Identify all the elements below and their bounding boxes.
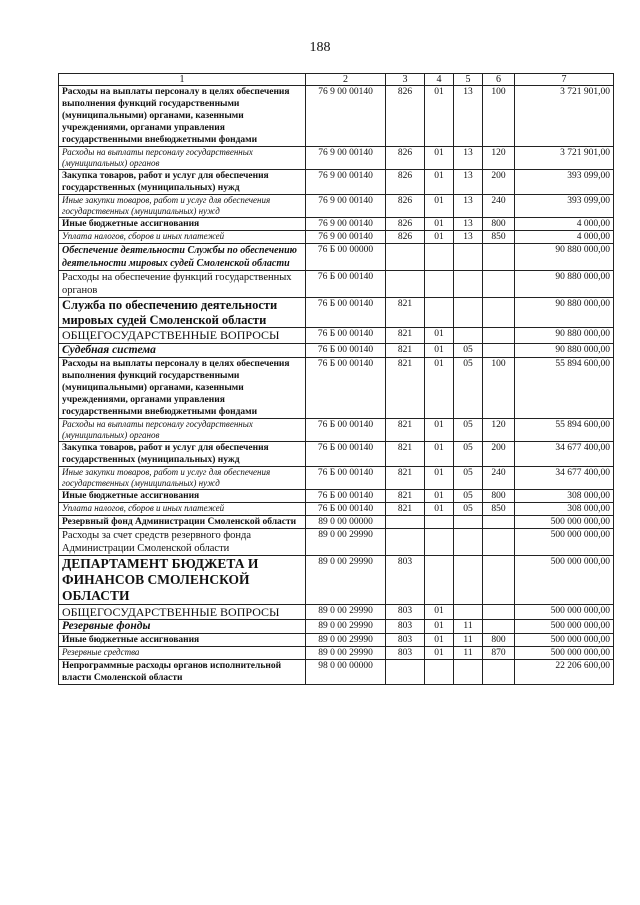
table-row bbox=[59, 147, 614, 170]
row-pr: 05 bbox=[454, 489, 483, 502]
row-amount: 500 000 000,00 bbox=[515, 515, 614, 528]
row-rz bbox=[425, 271, 454, 298]
row-rz bbox=[425, 298, 454, 328]
row-rz bbox=[425, 515, 454, 528]
row-ved: 826 bbox=[386, 195, 425, 218]
row-vr: 120 bbox=[483, 418, 515, 441]
table-row bbox=[59, 660, 614, 685]
table-row bbox=[59, 244, 614, 271]
header-vr: 6 bbox=[483, 74, 515, 86]
row-rz: 01 bbox=[425, 357, 454, 418]
table-row bbox=[59, 528, 614, 555]
row-code: 89 0 00 29990 bbox=[306, 620, 386, 634]
row-rz: 01 bbox=[425, 328, 454, 344]
row-ved: 803 bbox=[386, 647, 425, 660]
row-vr: 100 bbox=[483, 86, 515, 147]
table-body bbox=[59, 86, 614, 685]
row-rz bbox=[425, 244, 454, 271]
row-ved bbox=[386, 244, 425, 271]
row-ved: 803 bbox=[386, 620, 425, 634]
row-name: Непрограммные расходы органов исполнительной власти Смоленской области bbox=[59, 660, 306, 685]
table-row bbox=[59, 271, 614, 298]
row-rz: 01 bbox=[425, 231, 454, 244]
table-row bbox=[59, 489, 614, 502]
row-vr bbox=[483, 328, 515, 344]
row-rz bbox=[425, 528, 454, 555]
row-name: Обеспечение деятельности Службы по обеспечению деятельности мировых судей Смоленской области bbox=[59, 244, 306, 271]
row-vr bbox=[483, 555, 515, 604]
row-name: Иные закупки товаров, работ и услуг для обеспечения государственных (муниципальных) нужд bbox=[59, 195, 306, 218]
row-ved: 826 bbox=[386, 170, 425, 195]
row-amount: 55 894 600,00 bbox=[515, 418, 614, 441]
row-ved bbox=[386, 515, 425, 528]
row-name: Расходы на обеспечение функций государственных органов bbox=[59, 271, 306, 298]
row-pr: 05 bbox=[454, 418, 483, 441]
row-rz: 01 bbox=[425, 86, 454, 147]
row-ved: 803 bbox=[386, 555, 425, 604]
row-pr bbox=[454, 298, 483, 328]
row-vr: 850 bbox=[483, 502, 515, 515]
row-vr: 200 bbox=[483, 170, 515, 195]
table-row bbox=[59, 620, 614, 634]
row-vr bbox=[483, 244, 515, 271]
row-code: 89 0 00 29990 bbox=[306, 555, 386, 604]
row-name: Иные закупки товаров, работ и услуг для обеспечения государственных (муниципальных) нужд bbox=[59, 466, 306, 489]
row-amount: 90 880 000,00 bbox=[515, 298, 614, 328]
row-rz: 01 bbox=[425, 147, 454, 170]
row-name: Уплата налогов, сборов и иных платежей bbox=[59, 231, 306, 244]
row-code: 76 9 00 00140 bbox=[306, 86, 386, 147]
header-pr: 5 bbox=[454, 74, 483, 86]
row-amount: 500 000 000,00 bbox=[515, 555, 614, 604]
row-rz bbox=[425, 660, 454, 685]
table-row bbox=[59, 298, 614, 328]
table-row bbox=[59, 343, 614, 357]
row-vr: 800 bbox=[483, 634, 515, 647]
row-name: Судебная система bbox=[59, 343, 306, 357]
table-row bbox=[59, 418, 614, 441]
row-amount: 4 000,00 bbox=[515, 231, 614, 244]
row-rz: 01 bbox=[425, 441, 454, 466]
row-amount: 393 099,00 bbox=[515, 170, 614, 195]
row-code: 98 0 00 00000 bbox=[306, 660, 386, 685]
row-amount: 393 099,00 bbox=[515, 195, 614, 218]
table-row bbox=[59, 195, 614, 218]
row-pr: 13 bbox=[454, 218, 483, 231]
row-rz: 01 bbox=[425, 647, 454, 660]
row-rz: 01 bbox=[425, 418, 454, 441]
row-amount: 90 880 000,00 bbox=[515, 328, 614, 344]
row-amount: 34 677 400,00 bbox=[515, 466, 614, 489]
row-amount: 4 000,00 bbox=[515, 218, 614, 231]
page-number: 188 bbox=[309, 40, 331, 55]
row-amount: 500 000 000,00 bbox=[515, 528, 614, 555]
row-vr bbox=[483, 620, 515, 634]
row-vr bbox=[483, 515, 515, 528]
row-pr: 11 bbox=[454, 620, 483, 634]
row-code: 76 9 00 00140 bbox=[306, 170, 386, 195]
row-vr: 240 bbox=[483, 195, 515, 218]
row-ved: 803 bbox=[386, 604, 425, 620]
row-name: Расходы на выплаты персоналу в целях обеспечения выполнения функций государственными (муниципальными) органами, казенными учреждениями, органами управления государственными внебюджетными фондами bbox=[59, 357, 306, 418]
row-vr: 850 bbox=[483, 231, 515, 244]
row-code: 76 Б 00 00140 bbox=[306, 328, 386, 344]
table-row bbox=[59, 555, 614, 604]
row-rz bbox=[425, 555, 454, 604]
row-amount: 500 000 000,00 bbox=[515, 604, 614, 620]
row-code: 76 Б 00 00140 bbox=[306, 298, 386, 328]
table-row bbox=[59, 466, 614, 489]
row-pr: 13 bbox=[454, 147, 483, 170]
row-vr bbox=[483, 271, 515, 298]
row-vr bbox=[483, 298, 515, 328]
row-ved: 821 bbox=[386, 343, 425, 357]
row-code: 76 Б 00 00000 bbox=[306, 244, 386, 271]
row-amount: 90 880 000,00 bbox=[515, 343, 614, 357]
row-ved: 821 bbox=[386, 441, 425, 466]
row-code: 76 9 00 00140 bbox=[306, 218, 386, 231]
row-vr: 100 bbox=[483, 357, 515, 418]
table-row bbox=[59, 502, 614, 515]
row-rz: 01 bbox=[425, 218, 454, 231]
budget-table bbox=[58, 73, 614, 685]
header-name: 1 bbox=[59, 74, 306, 86]
row-rz: 01 bbox=[425, 620, 454, 634]
table-row bbox=[59, 634, 614, 647]
row-pr bbox=[454, 328, 483, 344]
table-row bbox=[59, 357, 614, 418]
row-name: Иные бюджетные ассигнования bbox=[59, 218, 306, 231]
row-amount: 308 000,00 bbox=[515, 489, 614, 502]
table-row bbox=[59, 328, 614, 344]
row-name: Расходы на выплаты персоналу государственных (муниципальных) органов bbox=[59, 147, 306, 170]
row-code: 76 Б 00 00140 bbox=[306, 502, 386, 515]
header-amount: 7 bbox=[515, 74, 614, 86]
table-row bbox=[59, 441, 614, 466]
row-pr: 05 bbox=[454, 343, 483, 357]
row-name: ОБЩЕГОСУДАРСТВЕННЫЕ ВОПРОСЫ bbox=[59, 604, 306, 620]
row-amount: 90 880 000,00 bbox=[515, 244, 614, 271]
header-row bbox=[59, 74, 614, 86]
row-amount: 500 000 000,00 bbox=[515, 647, 614, 660]
row-name: ДЕПАРТАМЕНТ БЮДЖЕТА И ФИНАНСОВ СМОЛЕНСКОЙ ОБЛАСТИ bbox=[59, 555, 306, 604]
row-pr: 05 bbox=[454, 441, 483, 466]
row-rz: 01 bbox=[425, 634, 454, 647]
row-rz: 01 bbox=[425, 502, 454, 515]
row-vr bbox=[483, 604, 515, 620]
row-name: Расходы за счет средств резервного фонда Администрации Смоленской области bbox=[59, 528, 306, 555]
table-row bbox=[59, 647, 614, 660]
row-rz: 01 bbox=[425, 170, 454, 195]
header-code: 2 bbox=[306, 74, 386, 86]
row-vr: 200 bbox=[483, 441, 515, 466]
table-row bbox=[59, 515, 614, 528]
row-ved: 821 bbox=[386, 502, 425, 515]
row-rz: 01 bbox=[425, 604, 454, 620]
row-pr bbox=[454, 528, 483, 555]
row-pr bbox=[454, 271, 483, 298]
row-pr: 05 bbox=[454, 357, 483, 418]
row-ved: 821 bbox=[386, 328, 425, 344]
row-name: Резервный фонд Администрации Смоленской области bbox=[59, 515, 306, 528]
row-pr bbox=[454, 515, 483, 528]
row-pr: 11 bbox=[454, 647, 483, 660]
row-rz: 01 bbox=[425, 195, 454, 218]
row-code: 76 Б 00 00140 bbox=[306, 466, 386, 489]
row-pr: 13 bbox=[454, 86, 483, 147]
row-code: 76 9 00 00140 bbox=[306, 231, 386, 244]
row-code: 76 9 00 00140 bbox=[306, 147, 386, 170]
row-pr: 13 bbox=[454, 195, 483, 218]
row-ved: 803 bbox=[386, 634, 425, 647]
row-ved: 821 bbox=[386, 418, 425, 441]
row-ved bbox=[386, 271, 425, 298]
table-row bbox=[59, 604, 614, 620]
row-pr bbox=[454, 244, 483, 271]
row-pr: 13 bbox=[454, 231, 483, 244]
row-amount: 308 000,00 bbox=[515, 502, 614, 515]
table-row bbox=[59, 231, 614, 244]
row-ved: 826 bbox=[386, 218, 425, 231]
row-amount: 500 000 000,00 bbox=[515, 620, 614, 634]
header-rz: 4 bbox=[425, 74, 454, 86]
row-amount: 3 721 901,00 bbox=[515, 86, 614, 147]
row-ved: 821 bbox=[386, 357, 425, 418]
row-code: 76 Б 00 00140 bbox=[306, 418, 386, 441]
row-name: Резервные фонды bbox=[59, 620, 306, 634]
row-rz: 01 bbox=[425, 489, 454, 502]
table-row bbox=[59, 170, 614, 195]
row-pr: 05 bbox=[454, 466, 483, 489]
row-pr bbox=[454, 555, 483, 604]
row-amount: 90 880 000,00 bbox=[515, 271, 614, 298]
row-code: 89 0 00 29990 bbox=[306, 528, 386, 555]
row-vr: 800 bbox=[483, 218, 515, 231]
row-name: Закупка товаров, работ и услуг для обеспечения государственных (муниципальных) нужд bbox=[59, 441, 306, 466]
row-ved bbox=[386, 660, 425, 685]
row-name: ОБЩЕГОСУДАРСТВЕННЫЕ ВОПРОСЫ bbox=[59, 328, 306, 344]
row-pr bbox=[454, 604, 483, 620]
row-rz: 01 bbox=[425, 466, 454, 489]
row-pr: 05 bbox=[454, 502, 483, 515]
row-vr: 120 bbox=[483, 147, 515, 170]
row-name: Иные бюджетные ассигнования bbox=[59, 634, 306, 647]
row-code: 76 9 00 00140 bbox=[306, 195, 386, 218]
row-ved bbox=[386, 528, 425, 555]
row-code: 76 Б 00 00140 bbox=[306, 271, 386, 298]
row-code: 76 Б 00 00140 bbox=[306, 441, 386, 466]
row-pr: 13 bbox=[454, 170, 483, 195]
row-name: Расходы на выплаты персоналу в целях обеспечения выполнения функций государственными (муниципальными) органами, казенными учреждениями, органами управления государственными внебюджетными фондами bbox=[59, 86, 306, 147]
row-pr: 11 bbox=[454, 634, 483, 647]
row-name: Закупка товаров, работ и услуг для обеспечения государственных (муниципальных) нужд bbox=[59, 170, 306, 195]
row-vr bbox=[483, 343, 515, 357]
row-vr bbox=[483, 660, 515, 685]
row-ved: 826 bbox=[386, 147, 425, 170]
row-amount: 55 894 600,00 bbox=[515, 357, 614, 418]
row-amount: 500 000 000,00 bbox=[515, 634, 614, 647]
row-code: 76 Б 00 00140 bbox=[306, 489, 386, 502]
header-ved: 3 bbox=[386, 74, 425, 86]
row-ved: 821 bbox=[386, 466, 425, 489]
row-vr: 870 bbox=[483, 647, 515, 660]
row-code: 89 0 00 29990 bbox=[306, 604, 386, 620]
row-name: Резервные средства bbox=[59, 647, 306, 660]
row-ved: 826 bbox=[386, 86, 425, 147]
row-ved: 821 bbox=[386, 298, 425, 328]
row-pr bbox=[454, 660, 483, 685]
row-amount: 22 206 600,00 bbox=[515, 660, 614, 685]
row-name: Иные бюджетные ассигнования bbox=[59, 489, 306, 502]
row-ved: 826 bbox=[386, 231, 425, 244]
row-code: 89 0 00 00000 bbox=[306, 515, 386, 528]
row-name: Служба по обеспечению деятельности мировых судей Смоленской области bbox=[59, 298, 306, 328]
row-code: 76 Б 00 00140 bbox=[306, 343, 386, 357]
row-code: 76 Б 00 00140 bbox=[306, 357, 386, 418]
row-ved: 821 bbox=[386, 489, 425, 502]
table-row bbox=[59, 86, 614, 147]
table-row bbox=[59, 218, 614, 231]
row-name: Расходы на выплаты персоналу государственных (муниципальных) органов bbox=[59, 418, 306, 441]
row-name: Уплата налогов, сборов и иных платежей bbox=[59, 502, 306, 515]
row-code: 89 0 00 29990 bbox=[306, 634, 386, 647]
row-vr bbox=[483, 528, 515, 555]
row-amount: 3 721 901,00 bbox=[515, 147, 614, 170]
row-vr: 240 bbox=[483, 466, 515, 489]
row-vr: 800 bbox=[483, 489, 515, 502]
row-code: 89 0 00 29990 bbox=[306, 647, 386, 660]
row-amount: 34 677 400,00 bbox=[515, 441, 614, 466]
row-rz: 01 bbox=[425, 343, 454, 357]
